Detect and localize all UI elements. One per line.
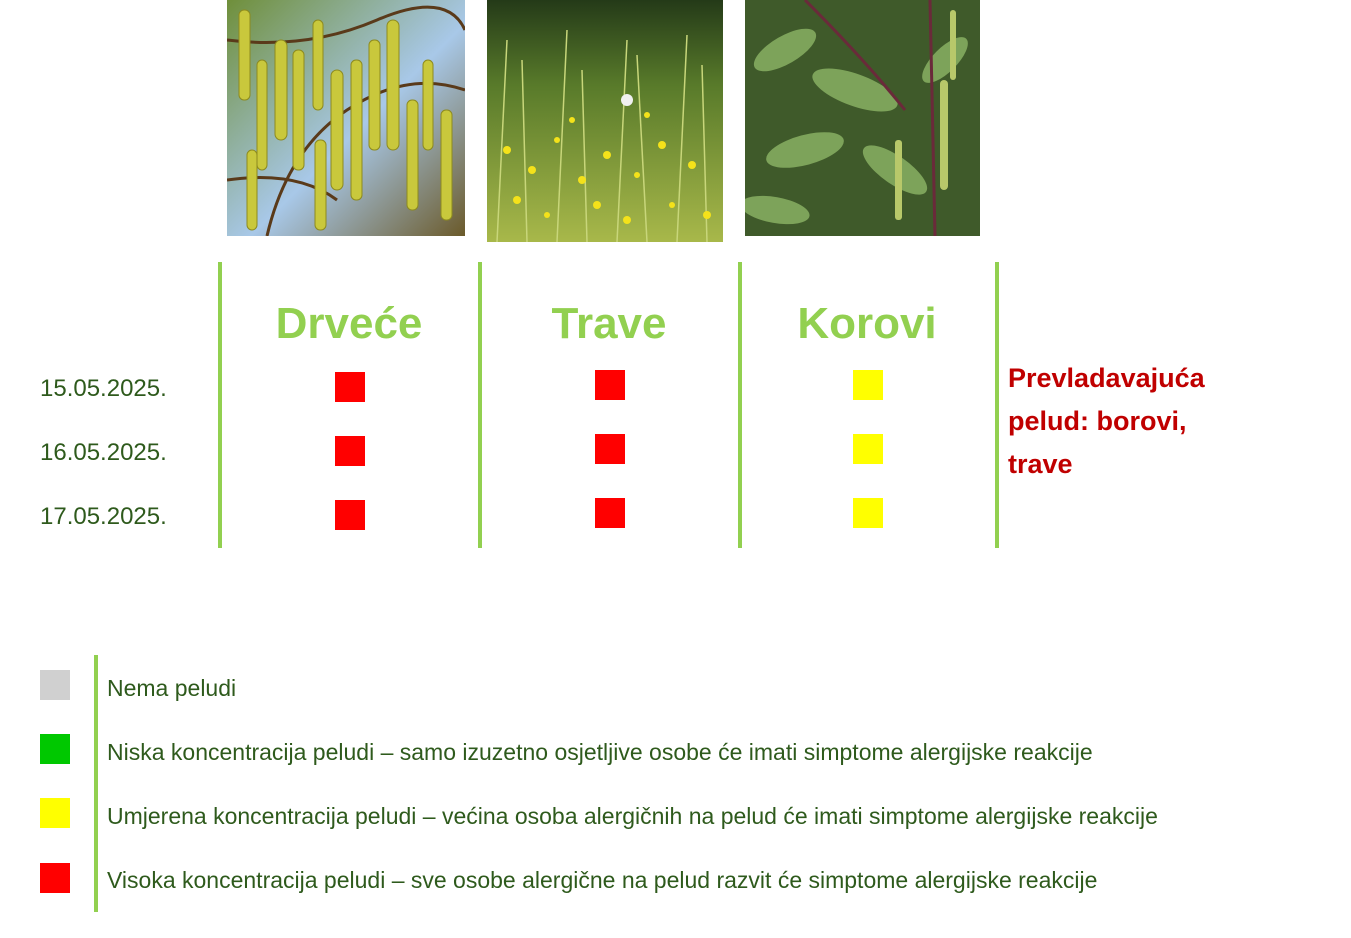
pollen-level-square — [595, 434, 625, 464]
legend-swatch-none — [40, 670, 70, 700]
legend-text-high: Visoka koncentracija peludi – sve osobe alergične na pelud razvit će simptome alergijske reakcije — [107, 867, 1098, 893]
row-date: 16.05.2025. — [40, 439, 167, 466]
pollen-level-square — [853, 434, 883, 464]
column-header-grasses: Trave — [551, 299, 667, 348]
legend-swatch-moderate — [40, 798, 70, 828]
pollen-level-square — [595, 498, 625, 528]
legend-swatch-low — [40, 734, 70, 764]
row-date: 15.05.2025. — [40, 375, 167, 402]
legend-swatch-high — [40, 863, 70, 893]
dominant-pollen-note: Prevladavajuća pelud: borovi, trave — [1008, 363, 1205, 479]
row-date: 17.05.2025. — [40, 503, 167, 530]
column-header-weeds: Korovi — [797, 299, 937, 348]
grass-photo — [487, 0, 723, 242]
legend-text-moderate: Umjerena koncentracija peludi – većina osoba alergičnih na pelud će imati simptome alergijske reakcije — [107, 803, 1158, 829]
pollen-level-square — [335, 372, 365, 402]
column-header-trees: Drveće — [275, 299, 423, 348]
weeds-photo — [745, 0, 980, 236]
trees-photo — [227, 0, 465, 236]
pollen-level-square — [853, 370, 883, 400]
legend-divider — [94, 655, 98, 912]
legend-text-low: Niska koncentracija peludi – samo izuzetno osjetljive osobe će imati simptome alergijske reakcije — [107, 739, 1093, 765]
pollen-level-square — [595, 370, 625, 400]
pollen-level-square — [853, 498, 883, 528]
pollen-level-square — [335, 500, 365, 530]
legend-text-none: Nema peludi — [107, 675, 237, 701]
pollen-level-square — [335, 436, 365, 466]
